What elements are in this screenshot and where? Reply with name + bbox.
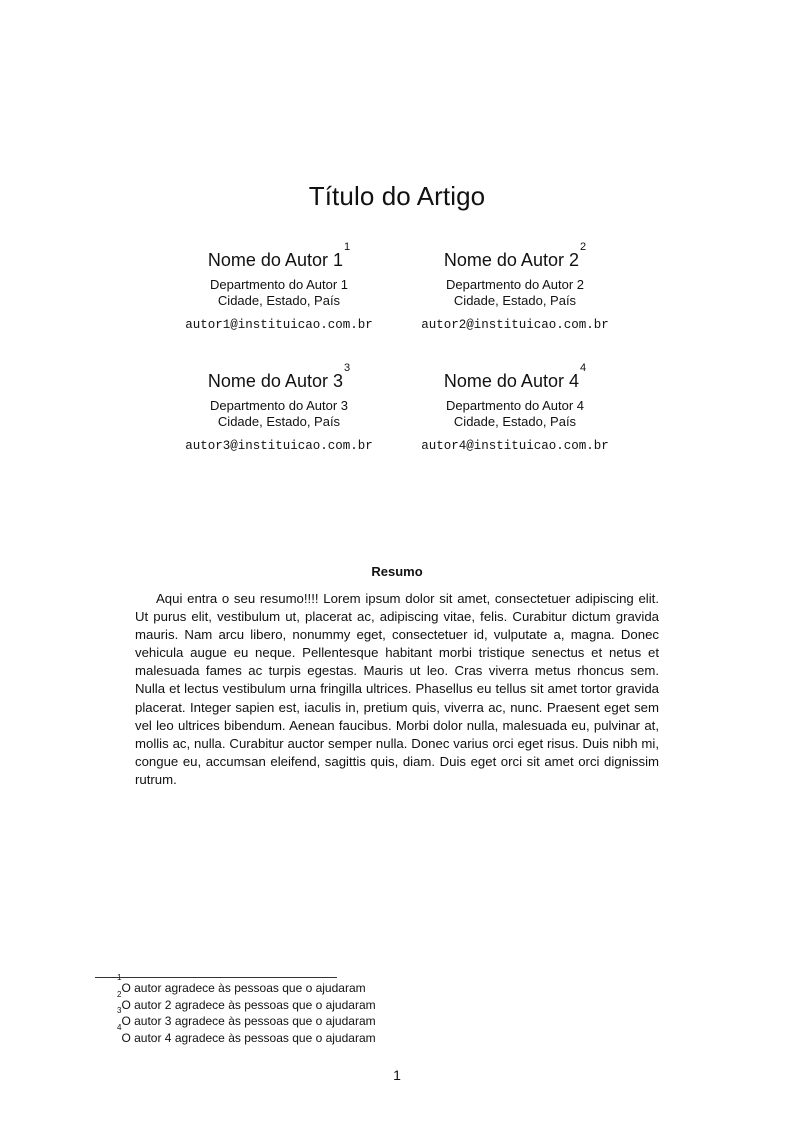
- author-department: Departmento do Autor 2: [445, 277, 585, 292]
- author-location: Cidade, Estado, País: [453, 293, 577, 308]
- footnote-mark: 2: [579, 241, 587, 253]
- author-email: autor4@instituicao.com.br: [421, 439, 609, 453]
- author-name: Nome do Autor $2^2$: [443, 241, 587, 270]
- author-block-2: [385, 241, 645, 333]
- footnote-2: $^2$O autor 2 agradece às pessoas que o ajudaram: [117, 989, 376, 1012]
- author-department: Departmento do Autor 1: [209, 277, 349, 292]
- author-block-3: [149, 362, 409, 454]
- author-name: Nome do Autor $1^1$: [207, 241, 351, 270]
- footnote-mark: 1: [117, 973, 122, 982]
- footnote-1: $^1$O autor agradece às pessoas que o ajudaram: [117, 973, 366, 995]
- footnote-3: $^3$O autor 3 agradece às pessoas que o ajudaram: [117, 1006, 376, 1028]
- footnote-divider: [95, 977, 337, 978]
- footnote-mark: 3: [117, 1006, 122, 1015]
- author-location: Cidade, Estado, País: [217, 414, 341, 429]
- author-name: Nome do Autor $3^3$: [207, 362, 351, 391]
- footnote-mark: 4: [117, 1022, 122, 1032]
- page-number: 1: [393, 1067, 401, 1083]
- author-email: autor2@instituicao.com.br: [421, 318, 609, 332]
- author-block-1: [149, 241, 409, 333]
- author-location: Cidade, Estado, País: [217, 293, 341, 308]
- author-email: autor1@instituicao.com.br: [185, 318, 373, 332]
- author-email: autor3@instituicao.com.br: [185, 439, 373, 453]
- paper-title: Título do Artigo: [308, 181, 486, 211]
- footnote-4: $^4$O autor 4 agradece às pessoas que o ajudaram: [117, 1022, 376, 1045]
- abstract-heading: Resumo: [371, 564, 423, 579]
- author-location: Cidade, Estado, País: [453, 414, 577, 429]
- footnotes: [117, 973, 517, 1046]
- footnote-mark: 3: [343, 362, 351, 374]
- author-department: Departmento do Autor 4: [445, 398, 585, 413]
- author-name: Nome do Autor $4^4$: [443, 362, 587, 391]
- footnote-mark: 1: [343, 241, 351, 253]
- footnote-mark: 2: [117, 989, 122, 999]
- footnote-mark: 4: [579, 362, 587, 374]
- author-department: Departmento do Autor 3: [209, 398, 349, 413]
- author-block-4: [385, 362, 645, 454]
- abstract-text: Aqui entra o seu resumo!!!! Lorem ipsum dolor sit amet, consectetuer adipiscing elit. Ut purus elit, vestibulum ut, placerat ac, adipiscing vitae, felis. Curabitur dictum gravida mauris. Nam arcu libero, nonummy eget, consectetuer id, vulputate a, magna. Donec vehicula augue eu neque. Pellentesque habitant morbi tristique senectus et netus et malesuada fames ac turpis egestas. Mauris ut leo. Cras viverra metus rhoncus sem. Nulla et lectus vestibulum urna fringilla ultrices. Phasellus eu tellus sit amet tortor gravida placerat. Integer sapien est, iaculis in, pretium quis, viverra ac, nunc. Praesent eget sem vel leo ultrices bibendum. Aenean faucibus. Morbi dolor nulla, malesuada eu, pulvinar at, mollis ac, nulla. Curabitur auctor semper nulla. Donec varius orci eget risus. Duis nibh mi, congue eu, accumsan eleifend, sagittis quis, diam. Duis eget orci sit amet orci dignissim rutrum.: [135, 591, 659, 787]
